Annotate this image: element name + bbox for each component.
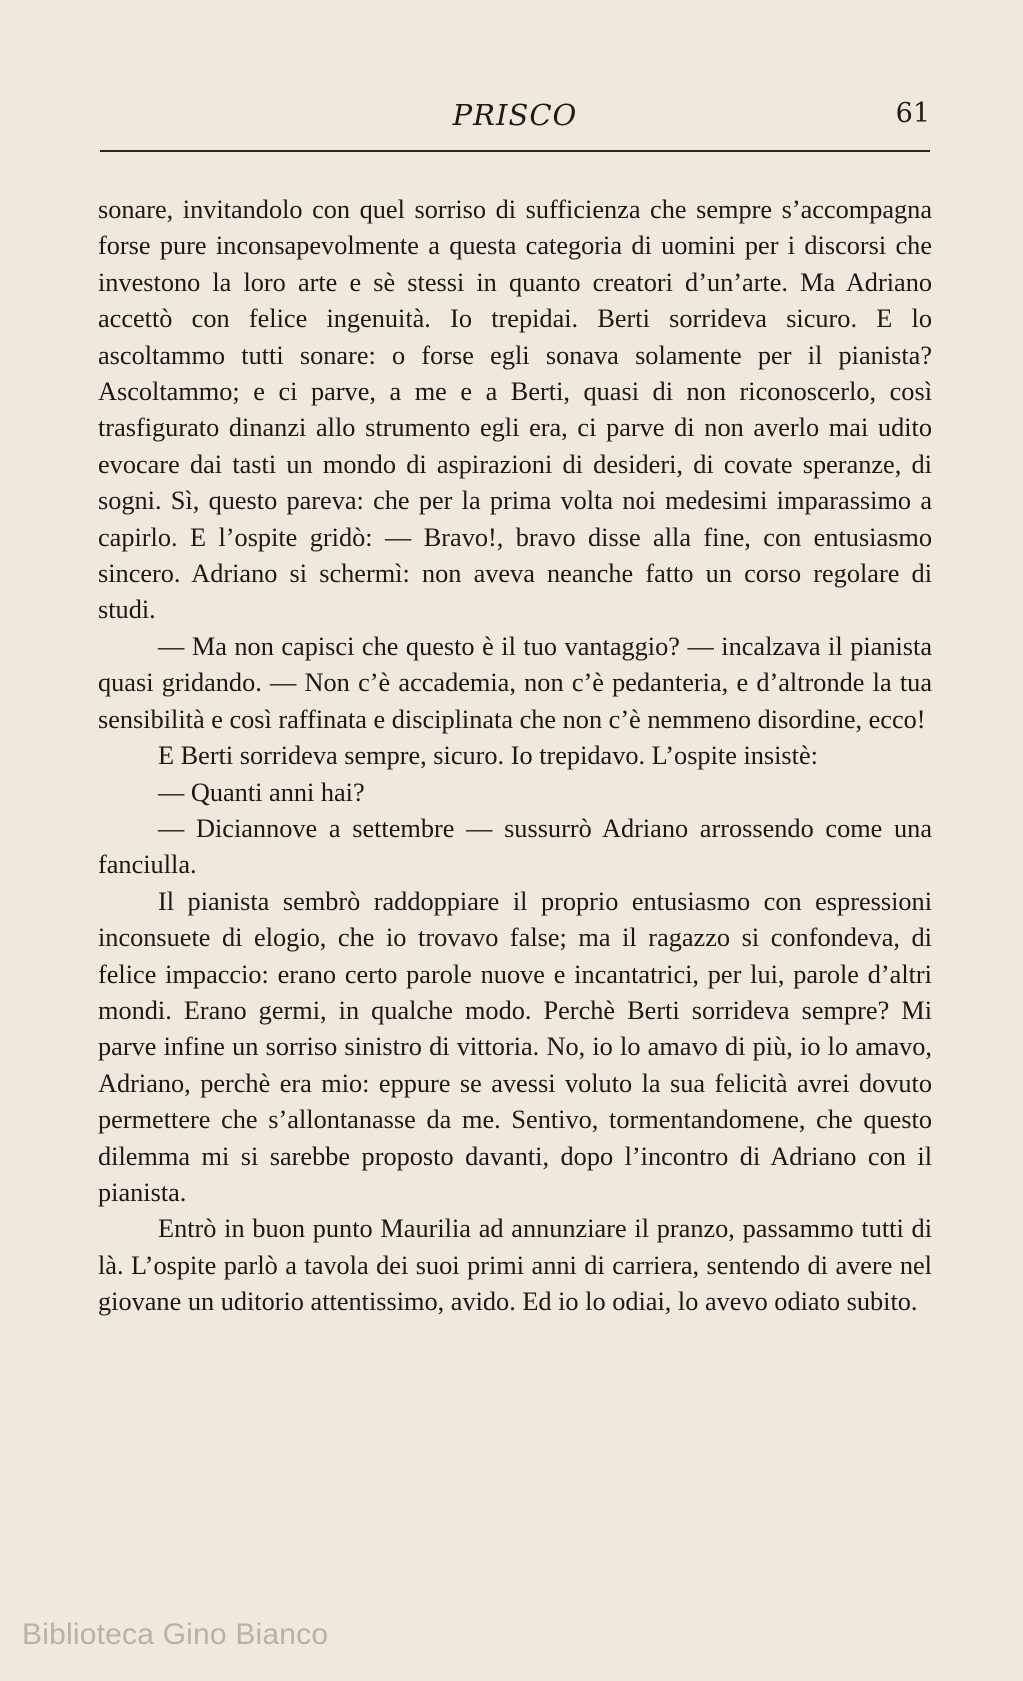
paragraph: Il pianista sembrò raddoppiare il proprio entusiasmo con espressioni inconsuete di elogio, che io trovavo false; ma il ragazzo si confondeva, di felice impaccio: erano certo parole nuove e incantatrici, per lui, parole d’altri mondi. Erano germi, in qualche modo. Perchè Berti sorrideva sempre? Mi parve infine un sorriso sinistro di vittoria. No, io lo amavo di più, io lo amavo, Adriano, perchè era mio: eppure se avessi voluto la sua felicità avrei dovuto permettere che s’allontanasse da me. Sentivo, tormentandomene, che questo dilemma mi si sarebbe proposto davanti, dopo l’incontro di Adriano con il pianista. <box>98 886 932 1207</box>
page-number: 61 <box>895 98 930 129</box>
library-watermark: Biblioteca Gino Bianco <box>22 1618 329 1651</box>
paragraph: — Diciannove a settembre — sussurrò Adriano arrossendo come una fanciulla. <box>98 813 932 880</box>
running-title: PRISCO <box>452 98 578 132</box>
paragraph: sonare, invitandolo con quel sorriso di sufficienza che sempre s’accompagna forse pure inconsapevolmente a questa categoria di uomini per i discorsi che investono la loro arte e sè stessi in quanto creatori d’un’arte. Ma Adriano accettò con felice ingenuità. Io trepidai. Berti sorrideva sicuro. E lo ascoltammo tutti sonare: o forse egli sonava solamente per il pianista? Ascoltammo; e ci parve, a me e a Berti, quasi di non riconoscerlo, così trasfigurato dinanzi allo strumento egli era, ci parve di non averlo mai udito evocare dai tasti un mondo di aspirazioni di desideri, di covate speranze, di sogni. Sì, questo pareva: che per la prima volta noi medesimi imparassimo a capirlo. E l’ospite gridò: — Bravo!, bravo disse alla fine, con entusiasmo sincero. Adriano si schermì: non aveva neanche fatto un corso regolare di studi. <box>98 195 932 625</box>
header-rule <box>100 150 930 152</box>
paragraph: — Ma non capisci che questo è il tuo vantaggio? — incalzava il pianista quasi gridando. — Non c’è accademia, non c’è pedanteria, e d’altronde la tua sensibilità e così raffinata e disciplinata che non c’è nemmeno disordine, ecco! <box>98 631 932 734</box>
paragraph: E Berti sorrideva sempre, sicuro. Io trepidavo. L’ospite insistè: <box>158 741 818 771</box>
paragraph: Entrò in buon punto Maurilia ad annunziare il pranzo, passammo tutti di là. L’ospite parlò a tavola dei suoi primi anni di carriera, sentendo di avere nel giovane un uditorio attentissimo, avido. Ed io lo odiai, lo avevo odiato subito. <box>98 1214 932 1317</box>
page-header <box>100 98 930 138</box>
paragraph: — Quanti anni hai? <box>158 777 365 807</box>
body-text <box>98 192 932 1321</box>
